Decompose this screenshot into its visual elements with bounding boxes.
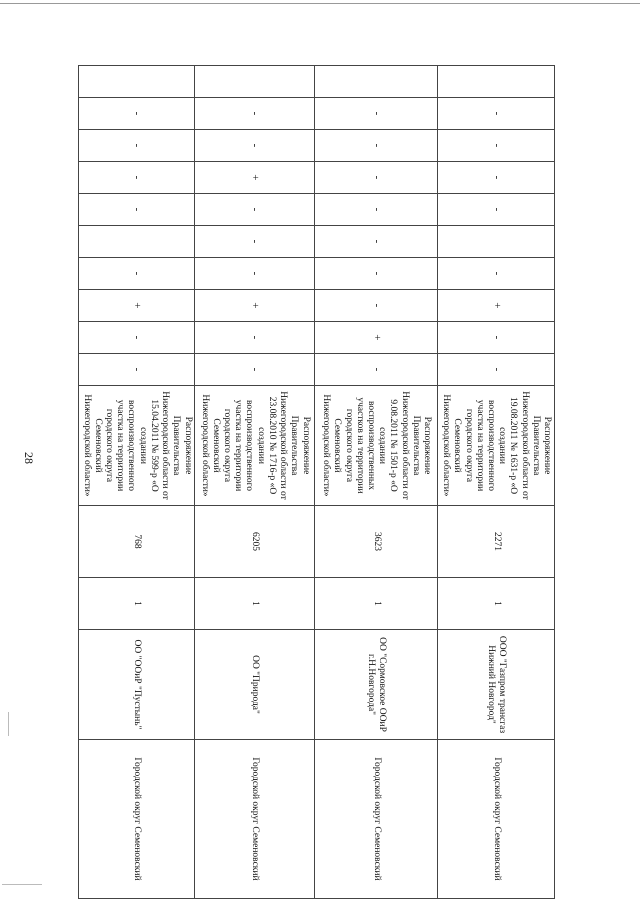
mark-cell bbox=[78, 225, 195, 257]
table-row bbox=[78, 65, 195, 900]
mark-cell: - bbox=[195, 129, 315, 161]
mark-cell: - bbox=[438, 193, 555, 225]
mark-cell: - bbox=[315, 97, 438, 129]
mark-cell: - bbox=[315, 257, 438, 289]
organization-cell: ОО "ООиР "Пустынь" bbox=[78, 629, 195, 739]
organization-cell: ОО "Сормовское ООиР г.Н.Новгорода" bbox=[315, 629, 438, 739]
area-cell: 2271 bbox=[438, 505, 555, 577]
municipality-cell: Городской округ Семеновский bbox=[78, 739, 195, 899]
municipality-cell: Городской округ Семеновский bbox=[438, 739, 555, 899]
mark-cell bbox=[78, 65, 195, 97]
table-row bbox=[438, 65, 555, 900]
count-cell: 1 bbox=[438, 577, 555, 629]
count-cell: 1 bbox=[315, 577, 438, 629]
table-row bbox=[195, 65, 315, 900]
mark-cell: - bbox=[78, 321, 195, 353]
mark-cell: - bbox=[78, 129, 195, 161]
mark-cell: - bbox=[195, 193, 315, 225]
scan-artifact-bottom bbox=[2, 884, 42, 885]
area-cell: 3623 bbox=[315, 505, 438, 577]
mark-cell: - bbox=[78, 161, 195, 193]
table-row bbox=[315, 65, 438, 900]
mark-cell: - bbox=[438, 321, 555, 353]
document-cell: Распоряжение Правительства Нижегородской области от 9.08.2011 № 1501-р «О создании воспроизводственных участков на территории городского округа Семеновский Нижегородской области» bbox=[315, 385, 438, 505]
mark-cell: - bbox=[315, 161, 438, 193]
mark-cell: - bbox=[195, 225, 315, 257]
mark-cell bbox=[438, 65, 555, 97]
municipality-cell: Городской округ Семеновский bbox=[315, 739, 438, 899]
mark-cell: - bbox=[315, 193, 438, 225]
mark-cell: + bbox=[195, 161, 315, 193]
document-cell: Распоряжение Правительства Нижегородской области от 19.08.2011 № 1631-р «О создании воспроизводственного участка на территории городского округа Семеновский Нижегородской области» bbox=[438, 385, 555, 505]
mark-cell: + bbox=[195, 289, 315, 321]
mark-cell: - bbox=[195, 97, 315, 129]
mark-cell: + bbox=[438, 289, 555, 321]
mark-cell: - bbox=[78, 257, 195, 289]
document-cell: Распоряжение Правительства Нижегородской области от 15.04.2011 № 599-р «О создании воспроизводственного участка на территории городского округа Семеновский Нижегородской области» bbox=[78, 385, 195, 505]
mark-cell: - bbox=[195, 257, 315, 289]
area-cell: 6205 bbox=[195, 505, 315, 577]
mark-cell: - bbox=[315, 225, 438, 257]
page-number: 28 bbox=[22, 452, 36, 464]
mark-cell: - bbox=[438, 129, 555, 161]
mark-cell bbox=[438, 225, 555, 257]
mark-cell: - bbox=[438, 257, 555, 289]
mark-cell: - bbox=[78, 193, 195, 225]
mark-cell: - bbox=[195, 353, 315, 385]
count-cell: 1 bbox=[78, 577, 195, 629]
mark-cell bbox=[315, 65, 438, 97]
mark-cell: + bbox=[78, 289, 195, 321]
mark-cell: - bbox=[438, 161, 555, 193]
mark-cell: - bbox=[315, 353, 438, 385]
mark-cell: - bbox=[438, 97, 555, 129]
register-table bbox=[78, 65, 555, 900]
mark-cell: - bbox=[315, 129, 438, 161]
mark-cell bbox=[195, 65, 315, 97]
mark-cell: - bbox=[438, 353, 555, 385]
mark-cell: - bbox=[78, 97, 195, 129]
mark-cell: + bbox=[315, 321, 438, 353]
count-cell: 1 bbox=[195, 577, 315, 629]
organization-cell: ООО "Газпром трансгаз Нижний Новгород" bbox=[438, 629, 555, 739]
mark-cell: - bbox=[195, 321, 315, 353]
mark-cell: - bbox=[315, 289, 438, 321]
organization-cell: ОО "Природа" bbox=[195, 629, 315, 739]
area-cell: 768 bbox=[78, 505, 195, 577]
municipality-cell: Городской округ Семеновский bbox=[195, 739, 315, 899]
scan-artifact-left bbox=[8, 712, 9, 736]
document-cell: Распоряжение Правительства Нижегородской области от 23.08.2010 № 1716-р «О создании воспроизводственного участка на территории городского округа Семеновский Нижегородской области» bbox=[195, 385, 315, 505]
mark-cell: - bbox=[78, 353, 195, 385]
